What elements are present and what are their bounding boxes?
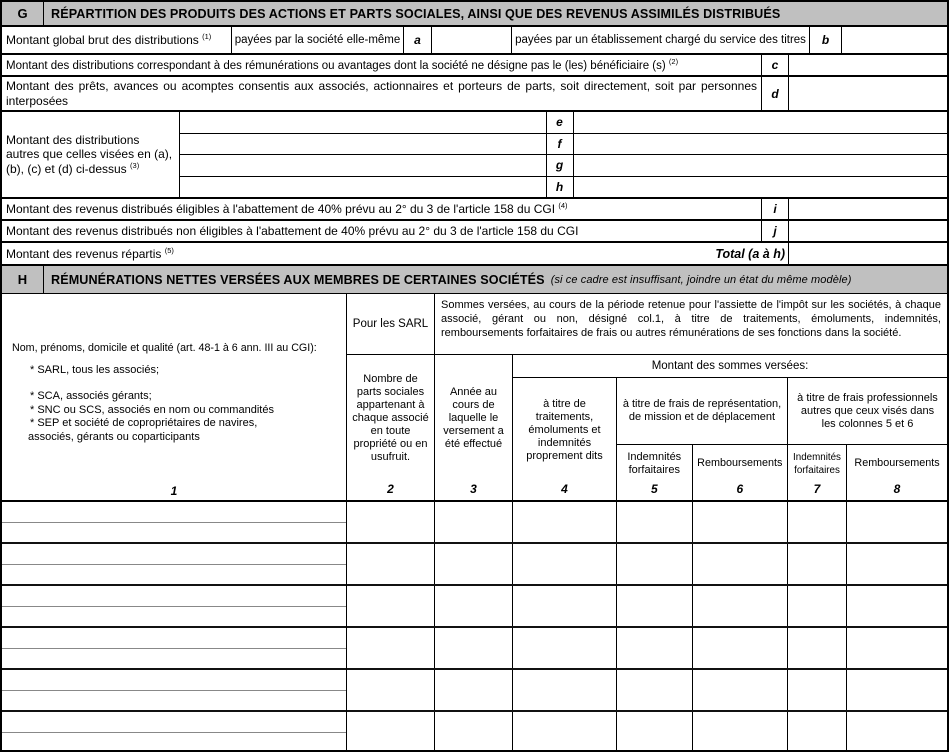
h-body-cell[interactable] [847, 502, 947, 542]
h-body-cell[interactable] [693, 502, 788, 542]
g-desc-e[interactable] [180, 112, 547, 133]
g-row-total [2, 243, 947, 266]
h-table-header [2, 294, 947, 502]
h-body-row [347, 544, 947, 586]
g-paid-by-establishment-label: payées par un établissement chargé du service des titres [512, 27, 810, 53]
h-col2-main-header: Nombre de parts sociales appartenant à chaque associé en toute propriété ou en usufruit. 2 [347, 355, 434, 500]
h-body-row [347, 670, 947, 712]
section-g-title: RÉPARTITION DES PRODUITS DES ACTIONS ET PARTS SOCIALES, AINSI QUE DES REVENUS ASSIMILÉS DISTRIBUÉS [51, 6, 781, 21]
h-name-cell[interactable] [2, 733, 346, 752]
h-body-cell[interactable] [435, 670, 513, 710]
g-total-a-h-label: Total (a à h) [715, 246, 785, 261]
h-name-cell[interactable] [2, 523, 346, 544]
g-row-h [180, 177, 947, 198]
h-body-cell[interactable] [693, 670, 788, 710]
section-h-subtitle: (si ce cadre est insuffisant, joindre un état du même modèle) [550, 273, 852, 286]
h-body-cell[interactable] [435, 502, 513, 542]
g-value-g[interactable] [574, 155, 948, 176]
section-h-letter: H [2, 266, 44, 293]
g-row-f [180, 134, 947, 156]
section-g-band [2, 2, 947, 27]
h-name-cell[interactable] [2, 628, 346, 649]
h-body-cell[interactable] [847, 544, 947, 584]
h-name-cell[interactable] [2, 607, 346, 628]
g-value-i[interactable] [789, 199, 947, 219]
g-value-h[interactable] [574, 177, 948, 198]
g-letter-d: d [762, 77, 789, 110]
g-value-e[interactable] [574, 112, 948, 133]
h-body-cell[interactable] [847, 670, 947, 710]
g-row-g [180, 155, 947, 177]
h-col3-header: Année au cours de laquelle le versement a été effectué 3 [435, 355, 513, 500]
g-desc-h[interactable] [180, 177, 547, 198]
section-g-letter: G [2, 2, 44, 25]
h-body-cell[interactable] [617, 712, 693, 752]
h-body-cell[interactable] [693, 628, 788, 668]
h-body-cell[interactable] [513, 586, 617, 626]
h-body-cell[interactable] [347, 628, 435, 668]
h-col6-header: Remboursements 6 [693, 445, 787, 500]
g-j-label: Montant des revenus distribués non éligibles à l'abattement de 40% prévu au 2° du 3 de l'article 158 du CGI [2, 221, 762, 241]
h-body-cell[interactable] [347, 502, 435, 542]
section-h-band [2, 266, 947, 294]
h-col3-number: 3 [470, 482, 477, 496]
g-desc-g[interactable] [180, 155, 547, 176]
g-letter-a: a [404, 27, 432, 53]
g-row-c [2, 55, 947, 77]
h-col2-header [347, 294, 435, 500]
h-body-cell[interactable] [435, 544, 513, 584]
h-col8-header: Remboursements 8 [847, 445, 947, 500]
g-value-c[interactable] [789, 55, 947, 75]
h-body-cell[interactable] [788, 670, 847, 710]
g-letter-b: b [810, 27, 842, 53]
h-body-cell[interactable] [617, 586, 693, 626]
h-col4-header: à titre de traitements, émoluments et indemnités proprement dits 4 [513, 378, 617, 500]
h-name-cell[interactable] [2, 691, 346, 712]
g-value-b[interactable] [842, 27, 947, 53]
h-col7-number: 7 [813, 482, 821, 496]
h-body-cell[interactable] [847, 586, 947, 626]
h-col1-title: Nom, prénoms, domicile et qualité (art. 48-1 à 6 ann. III au CGI): [12, 342, 317, 354]
h-body-cell[interactable] [347, 544, 435, 584]
g-desc-f[interactable] [180, 134, 547, 155]
h-body-cell[interactable] [435, 628, 513, 668]
h-col7-header: Indemnités forfaitaires 7 [788, 445, 847, 500]
h-body-row [347, 712, 947, 752]
h-body-cell[interactable] [513, 670, 617, 710]
h-body-cell[interactable] [617, 544, 693, 584]
section-h-title: RÉMUNÉRATIONS NETTES VERSÉES AUX MEMBRES DE CERTAINES SOCIÉTÉS (si ce cadre est insuffisant, joindre un état du même modèle) [51, 272, 852, 287]
g-value-d[interactable] [789, 77, 947, 110]
g-letter-e: e [547, 112, 574, 133]
g-value-total[interactable] [789, 243, 947, 264]
h-body-cell[interactable] [435, 712, 513, 752]
h-body-cell[interactable] [788, 628, 847, 668]
h-col1-header [2, 294, 347, 500]
g-value-f[interactable] [574, 134, 948, 155]
h-col6-number: 6 [736, 482, 744, 496]
h-col4-number: 4 [561, 482, 568, 496]
h-body-cell[interactable] [693, 586, 788, 626]
h-body-cell[interactable] [347, 586, 435, 626]
g-row-e [180, 112, 947, 134]
h-body-cell[interactable] [788, 502, 847, 542]
g-paid-by-company-label: payées par la société elle-même [232, 27, 404, 53]
h-name-column [2, 502, 347, 752]
g-row-ab [2, 27, 947, 55]
g-i-label: Montant des revenus distribués éligibles à l'abattement de 40% prévu au 2° du 3 de l'article 158 du CGI $^{(4)}$ [2, 199, 762, 219]
h-body-cell[interactable] [693, 544, 788, 584]
h-montant-sommes-header: Montant des sommes versées: [513, 355, 947, 378]
g-row-d [2, 77, 947, 112]
h-body-cell[interactable] [435, 586, 513, 626]
h-col8-number: 8 [893, 482, 901, 496]
g-row-j [2, 221, 947, 243]
g-total-label-cell: Montant des revenus répartis $^{(5)}$ Total (a à h) [2, 243, 789, 264]
h-sommes-versees-text: Sommes versées, au cours de la période retenue pour l'assiette de l'impôt sur les sociétés, à chaque associé, gérant ou non, désigné col.1, à titre de traitements, émoluments, indemnités, remboursements forfaitaires de frais ou autres rémunérations de ses fonctions dans la société. [435, 294, 947, 355]
g-value-j[interactable] [789, 221, 947, 241]
h-body-cell[interactable] [513, 502, 617, 542]
h-group-5-6-header: à titre de frais de représentation, de mission et de déplacement Indemnités forfaitaires 5 Remboursements 6 [617, 378, 788, 500]
h-name-cell[interactable] [2, 544, 346, 565]
h-body-cell[interactable] [617, 628, 693, 668]
h-body-row [347, 628, 947, 670]
g-letter-i: i [762, 199, 789, 219]
g-c-label: Montant des distributions correspondant à des rémunérations ou avantages dont la société ne désigne pas le (les) bénéficiaire (s) $^{(2)}$ [2, 55, 762, 75]
g-letter-h: h [547, 177, 574, 198]
h-name-cell[interactable] [2, 502, 346, 523]
h-body-row [347, 502, 947, 544]
h-body-cell[interactable] [513, 544, 617, 584]
h-name-cell[interactable] [2, 649, 346, 670]
g-d-label: Montant des prêts, avances ou acomptes consentis aux associés, actionnaires et porteurs de parts, soit directement, soit par personnes interposées [2, 77, 762, 110]
h-body-cell[interactable] [847, 628, 947, 668]
h-body-cell[interactable] [847, 712, 947, 752]
g-letter-c: c [762, 55, 789, 75]
h-col1-item: * SEP et société de copropriétaires de navires, [30, 417, 258, 429]
h-body-cell[interactable] [693, 712, 788, 752]
h-col1-item: associés, gérants ou coparticipants [28, 430, 200, 443]
h-name-cell[interactable] [2, 712, 346, 733]
h-body-cell[interactable] [513, 628, 617, 668]
g-letter-g: g [547, 155, 574, 176]
g-ab-label: Montant global brut des distributions $^{(1)}$ [2, 27, 232, 53]
h-col1-number: 1 [170, 484, 178, 498]
h-name-cell[interactable] [2, 586, 346, 607]
h-col2-number: 2 [387, 482, 394, 496]
g-letter-j: j [762, 221, 789, 241]
g-value-a[interactable] [432, 27, 512, 53]
h-body-cell[interactable] [617, 670, 693, 710]
g-letter-f: f [547, 134, 574, 155]
h-col2-top-header: Pour les SARL [347, 294, 434, 355]
h-body-cell[interactable] [788, 586, 847, 626]
g-block-efgh [2, 112, 947, 199]
h-name-cell[interactable] [2, 565, 346, 586]
h-col1-item: * SCA, associés gérants; [30, 390, 152, 402]
h-body-cell[interactable] [347, 712, 435, 752]
g-efgh-label: Montant des distributions autres que celles visées en (a), (b), (c) et (d) ci-dessus $^{(3)}$ [2, 112, 180, 197]
h-body-row [347, 586, 947, 628]
h-group-7-8-header: à titre de frais professionnels autres que ceux visés dans les colonnes 5 et 6 Indemnités forfaitaires 7 Remboursements 8 [788, 378, 947, 500]
h-col5-header: Indemnités forfaitaires 5 [617, 445, 693, 500]
h-col1-item: * SARL, tous les associés; [30, 363, 160, 376]
h-col1-item: * SNC ou SCS, associés en nom ou commandités [30, 403, 274, 416]
h-body-cell[interactable] [788, 544, 847, 584]
h-table-body [2, 502, 947, 752]
h-name-cell[interactable] [2, 670, 346, 691]
h-body-cell[interactable] [788, 712, 847, 752]
h-col5-number: 5 [650, 482, 658, 496]
g-row-i [2, 199, 947, 221]
h-body-cell[interactable] [347, 670, 435, 710]
h-body-cell[interactable] [617, 502, 693, 542]
h-body-cell[interactable] [513, 712, 617, 752]
